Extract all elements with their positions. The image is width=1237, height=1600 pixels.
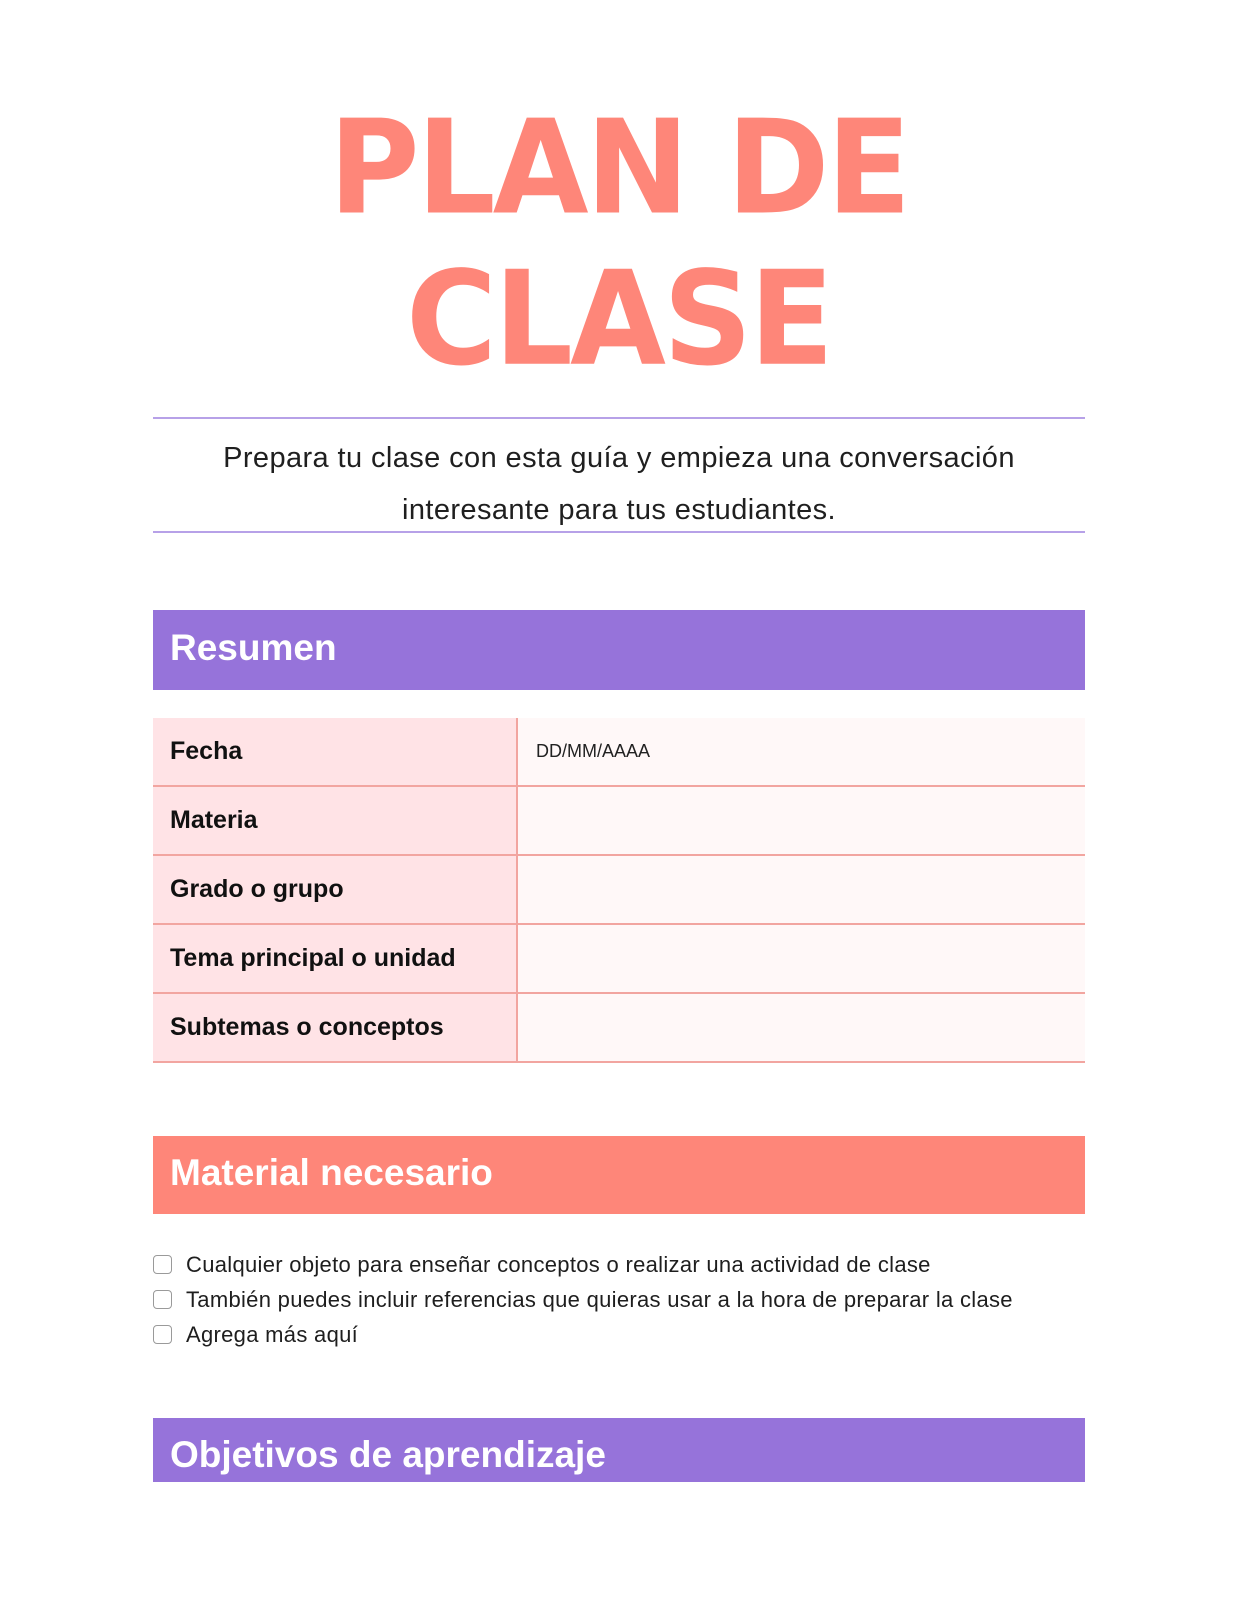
checkbox[interactable] xyxy=(153,1325,172,1344)
checklist-item xyxy=(153,1247,1085,1282)
summary-label: Materia xyxy=(153,787,518,854)
subtitle-line-1: Prepara tu clase con esta guía y empieza una conversación xyxy=(223,442,1015,474)
title-line-2: CLASE xyxy=(406,244,831,396)
subtitle-line-2: interesante para tus estudiantes. xyxy=(402,494,836,526)
subtitle-top-rule xyxy=(153,417,1085,419)
summary-value-subtemas[interactable] xyxy=(518,994,1085,1061)
section-header-material: Material necesario xyxy=(153,1136,1085,1214)
checkbox[interactable] xyxy=(153,1255,172,1274)
summary-row-materia xyxy=(153,787,1085,856)
summary-row-tema xyxy=(153,925,1085,994)
summary-table xyxy=(153,718,1085,1063)
summary-value-tema[interactable] xyxy=(518,925,1085,992)
section-header-objetivos: Objetivos de aprendizaje xyxy=(153,1418,1085,1482)
summary-label: Subtemas o conceptos xyxy=(153,994,518,1061)
subtitle-bottom-rule xyxy=(153,531,1085,533)
subtitle xyxy=(153,432,1085,536)
title-line-1: PLAN DE xyxy=(328,92,909,244)
checklist-item-text: También puedes incluir referencias que quieras usar a la hora de preparar la clase xyxy=(186,1286,1013,1312)
checklist-item-text: Agrega más aquí xyxy=(186,1321,359,1347)
section-header-resumen: Resumen xyxy=(153,610,1085,690)
checklist-item xyxy=(153,1282,1085,1317)
checklist-item-text: Cualquier objeto para enseñar conceptos o realizar una actividad de clase xyxy=(186,1251,931,1277)
checklist-item xyxy=(153,1317,1085,1352)
summary-label: Fecha xyxy=(153,718,518,785)
summary-row-grado xyxy=(153,856,1085,925)
summary-row-subtemas xyxy=(153,994,1085,1063)
summary-label: Grado o grupo xyxy=(153,856,518,923)
summary-value-fecha[interactable]: DD/MM/AAAA xyxy=(518,718,1085,785)
summary-row-fecha xyxy=(153,718,1085,787)
summary-value-materia[interactable] xyxy=(518,787,1085,854)
page-title xyxy=(0,93,1237,395)
summary-value-grado[interactable] xyxy=(518,856,1085,923)
summary-label: Tema principal o unidad xyxy=(153,925,518,992)
materials-checklist xyxy=(153,1247,1085,1352)
checkbox[interactable] xyxy=(153,1290,172,1309)
